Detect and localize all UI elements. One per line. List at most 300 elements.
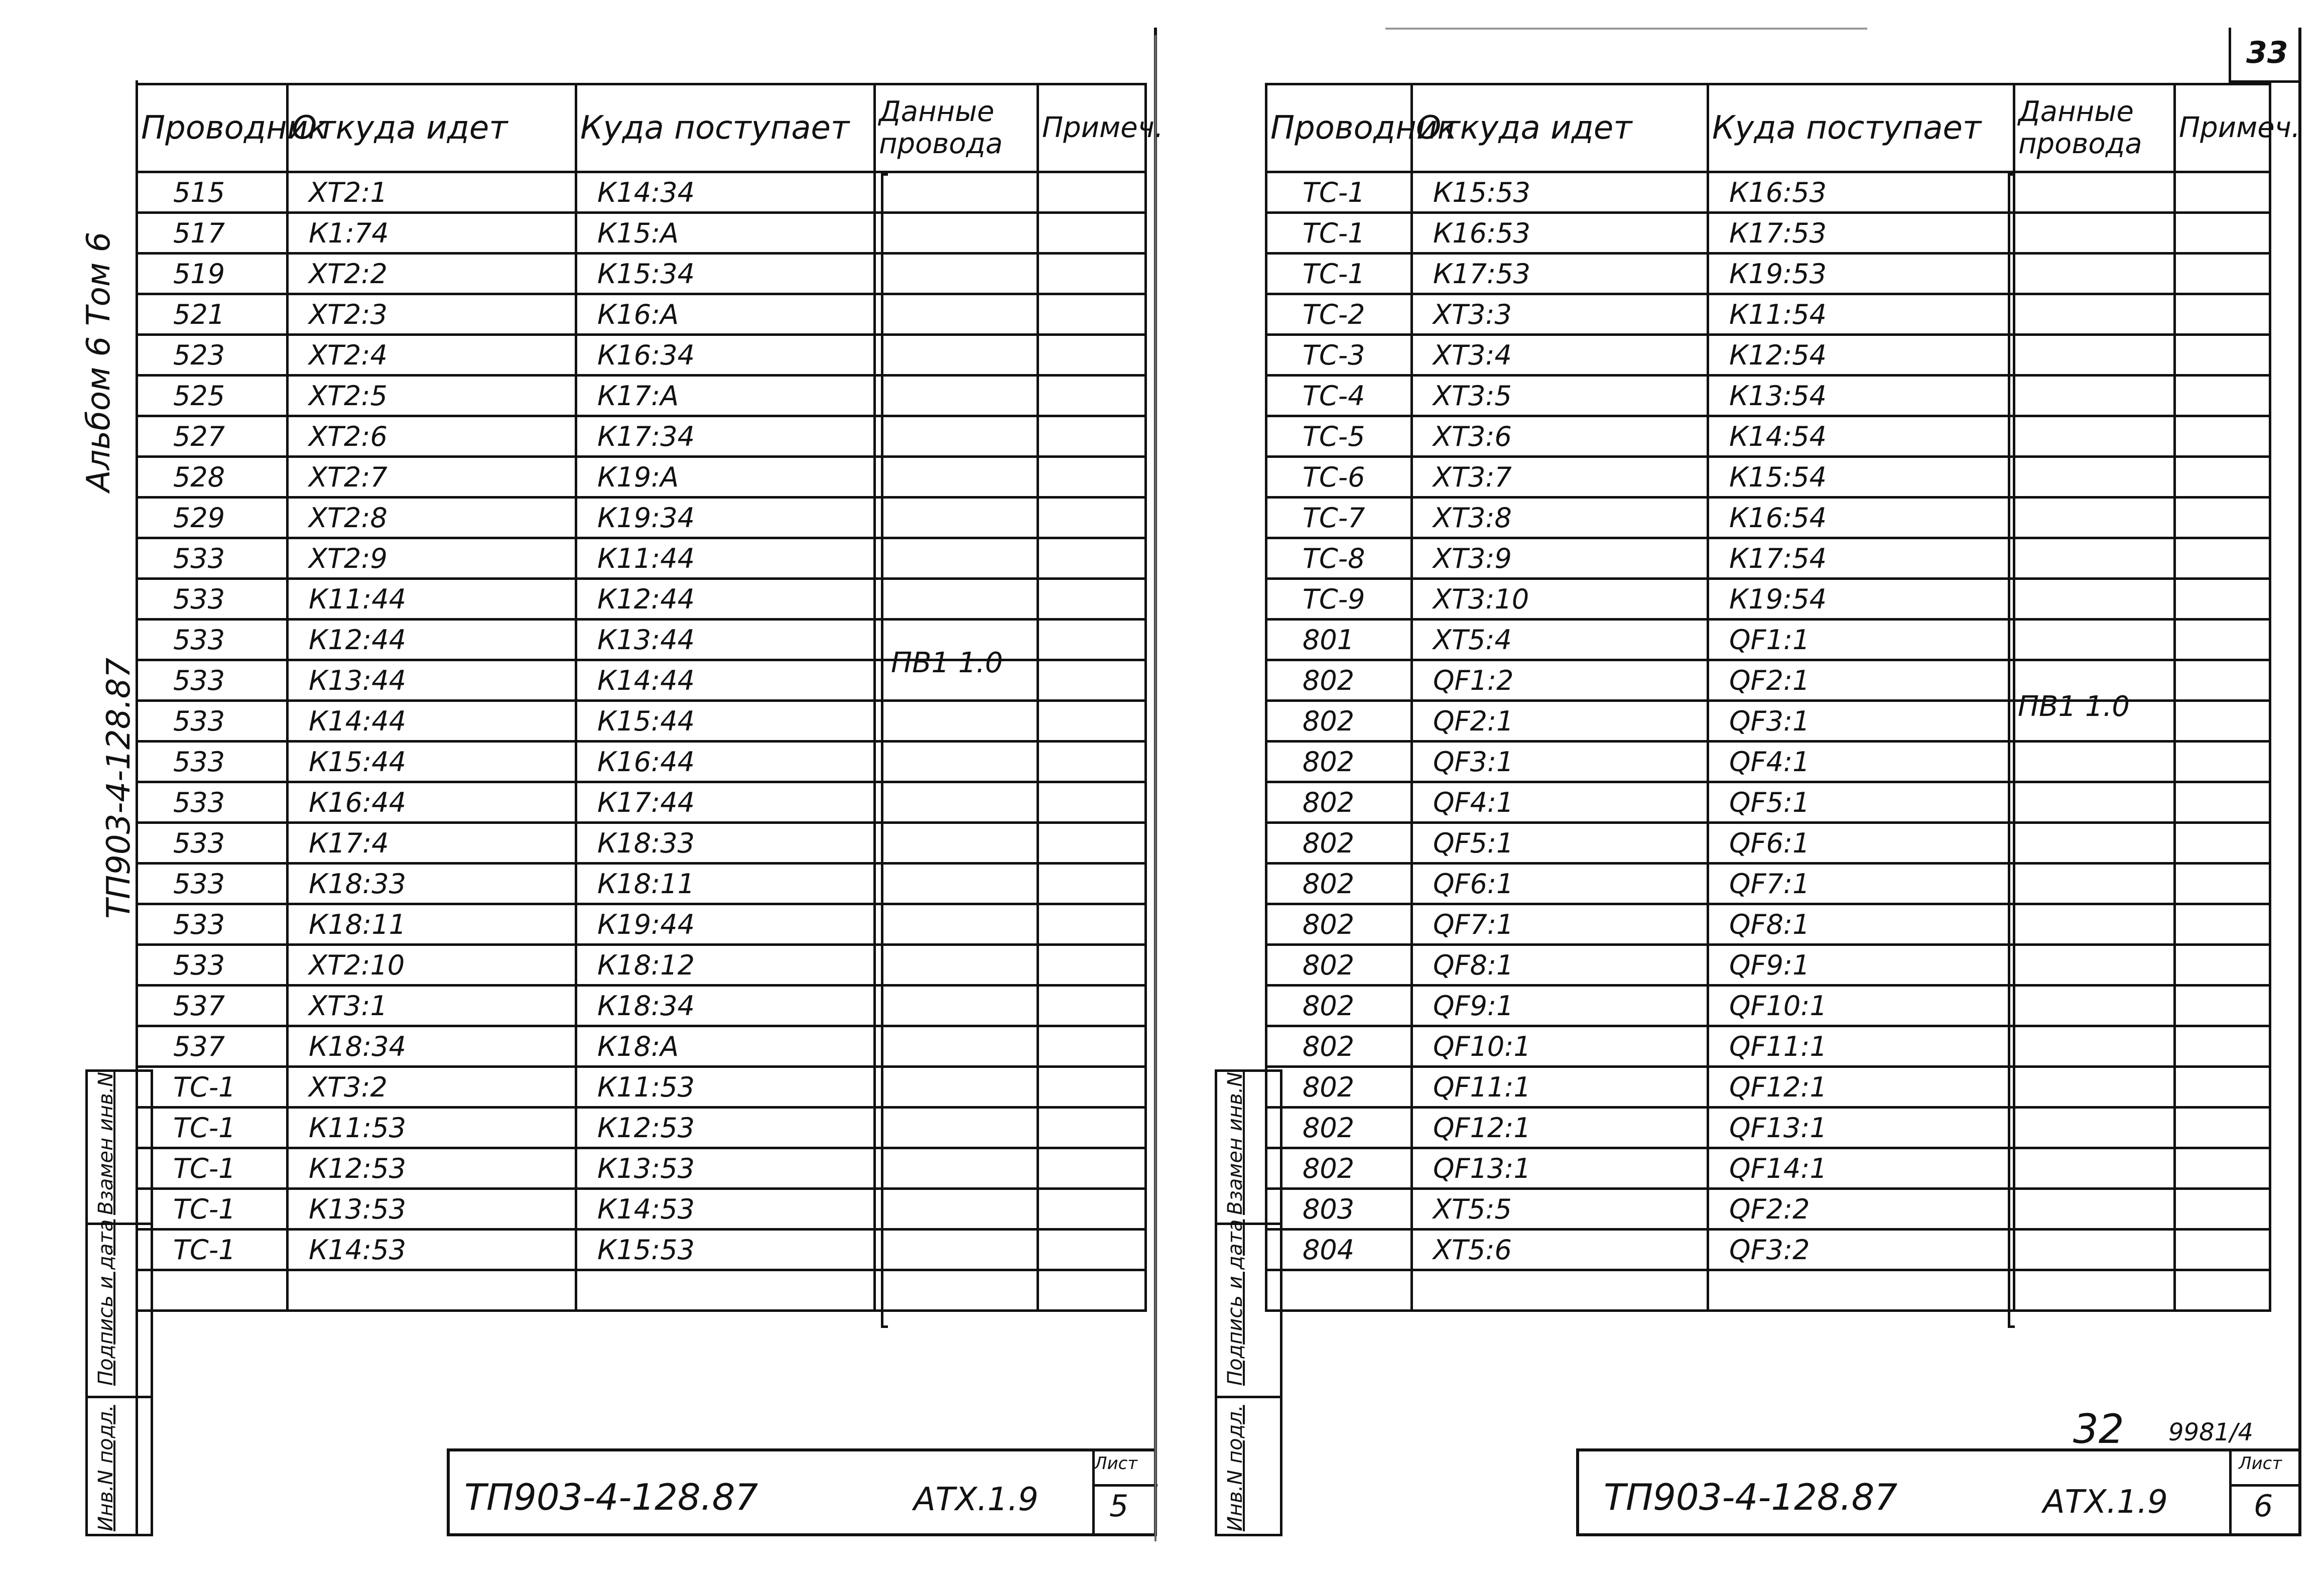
cell-to: К14:44 xyxy=(576,660,875,701)
cell-wire: 533 xyxy=(137,620,288,660)
cell-to: К14:53 xyxy=(576,1189,875,1230)
left-stamp-code: ТП903-4-128.87 xyxy=(464,1476,758,1518)
cell-note xyxy=(2175,823,2270,864)
cell-note xyxy=(2175,498,2270,538)
right-wire-data-value: ПВ1 1.0 xyxy=(2018,690,2130,723)
cell-to: К13:53 xyxy=(576,1148,875,1189)
cell-to: К15:53 xyxy=(576,1230,875,1270)
cell-wire: 802 xyxy=(1266,660,1412,701)
header-from: Откуда идет xyxy=(1412,84,1708,172)
left-table-row xyxy=(137,376,1146,416)
cell-wire: 802 xyxy=(1266,945,1412,986)
left-table-row xyxy=(137,457,1146,498)
cell-to: К18:А xyxy=(576,1026,875,1067)
cell-note xyxy=(2175,1108,2270,1148)
cell-to: К17:34 xyxy=(576,416,875,457)
right-table-row xyxy=(1266,945,2270,986)
cell-to: К11:54 xyxy=(1708,294,2014,335)
cell-to: QF7:1 xyxy=(1708,864,2014,904)
cell-from: QF6:1 xyxy=(1412,864,1708,904)
cell-wire: ТС-5 xyxy=(1266,416,1412,457)
left-stamp-sheet-number: 5 xyxy=(1109,1489,1129,1524)
cell-to: К14:54 xyxy=(1708,416,2014,457)
cell-data xyxy=(2014,904,2175,945)
cell-data xyxy=(875,172,1038,213)
cell-note xyxy=(1038,823,1146,864)
right-table-row xyxy=(1266,538,2270,579)
cell-note xyxy=(1038,498,1146,538)
cell-from: К1:74 xyxy=(288,213,576,254)
cell-data xyxy=(2014,742,2175,782)
header-wire: Проводник xyxy=(1266,84,1412,172)
cell-data xyxy=(875,254,1038,294)
cell-to: QF10:1 xyxy=(1708,986,2014,1026)
left-table-row xyxy=(137,294,1146,335)
cell-wire: 523 xyxy=(137,335,288,376)
cell-wire: 802 xyxy=(1266,742,1412,782)
cell-note xyxy=(1038,660,1146,701)
cell-note xyxy=(1038,701,1146,742)
cell-note xyxy=(2175,945,2270,986)
right-wire-data-bracket xyxy=(2008,173,2015,1328)
cell-data xyxy=(875,579,1038,620)
cell-wire: ТС-1 xyxy=(1266,213,1412,254)
cell-wire: 537 xyxy=(137,1026,288,1067)
cell-to: К12:54 xyxy=(1708,335,2014,376)
cell-from: ХТ2:5 xyxy=(288,376,576,416)
archive-number: 9981/4 xyxy=(2168,1418,2253,1446)
left-table-row xyxy=(137,945,1146,986)
right-stamp-code: ТП903-4-128.87 xyxy=(1604,1476,1898,1518)
header-wire: Проводник xyxy=(137,84,288,172)
cell-wire: ТС-7 xyxy=(1266,498,1412,538)
cell-to: QF13:1 xyxy=(1708,1108,2014,1148)
cell-note xyxy=(2175,254,2270,294)
cell-wire: 528 xyxy=(137,457,288,498)
cell-from: К12:44 xyxy=(288,620,576,660)
cell-from: К14:53 xyxy=(288,1230,576,1270)
cell-note xyxy=(2175,335,2270,376)
cell-to: К17:А xyxy=(576,376,875,416)
cell-data xyxy=(875,1148,1038,1189)
cell-from: К13:44 xyxy=(288,660,576,701)
left-side-label-sign: Подпись и дата xyxy=(94,1219,117,1386)
left-table-row xyxy=(137,335,1146,376)
page-number: 33 xyxy=(2246,35,2288,70)
left-stamp-mark: АТХ.1.9 xyxy=(914,1481,1039,1518)
right-table-row xyxy=(1266,620,2270,660)
cell-wire: ТС-4 xyxy=(1266,376,1412,416)
cell-to: QF3:1 xyxy=(1708,701,2014,742)
cell-wire: 533 xyxy=(137,538,288,579)
cell-wire: ТС-8 xyxy=(1266,538,1412,579)
cell-to: QF6:1 xyxy=(1708,823,2014,864)
cell-note xyxy=(1038,1148,1146,1189)
cell-from: ХТ3:1 xyxy=(288,986,576,1026)
cell-to: К12:44 xyxy=(576,579,875,620)
cell-note xyxy=(2175,457,2270,498)
cell-from: QF7:1 xyxy=(1412,904,1708,945)
cell-data xyxy=(2014,335,2175,376)
cell-note xyxy=(1038,457,1146,498)
cell-from: QF12:1 xyxy=(1412,1108,1708,1148)
cell-wire: ТС-1 xyxy=(1266,254,1412,294)
cell-data xyxy=(875,1189,1038,1230)
cell-wire: 519 xyxy=(137,254,288,294)
cell-from: ХТ3:4 xyxy=(1412,335,1708,376)
cell-to: К17:53 xyxy=(1708,213,2014,254)
cell-wire: 802 xyxy=(1266,1067,1412,1108)
cell-data xyxy=(875,416,1038,457)
cell-note xyxy=(1038,1067,1146,1108)
cell-from: ХТ3:9 xyxy=(1412,538,1708,579)
left-table-row xyxy=(137,742,1146,782)
handwritten-number: 32 xyxy=(2073,1406,2124,1452)
cell-data xyxy=(875,376,1038,416)
header-data: Данные провода xyxy=(875,84,1038,172)
right-side-label-sign: Подпись и дата xyxy=(1224,1219,1247,1386)
cell-wire: 533 xyxy=(137,823,288,864)
cell-data xyxy=(875,945,1038,986)
cell-note xyxy=(2175,660,2270,701)
cell-wire: 533 xyxy=(137,864,288,904)
cell-to: К13:44 xyxy=(576,620,875,660)
cell-wire: 804 xyxy=(1266,1230,1412,1270)
cell-wire: 802 xyxy=(1266,904,1412,945)
cell-wire: 533 xyxy=(137,701,288,742)
left-empty-row xyxy=(137,1270,1146,1311)
cell-wire: 517 xyxy=(137,213,288,254)
cell-to: QF11:1 xyxy=(1708,1026,2014,1067)
cell-wire: 527 xyxy=(137,416,288,457)
cell-data xyxy=(2014,254,2175,294)
cell-wire: 802 xyxy=(1266,782,1412,823)
cell-to: К16:34 xyxy=(576,335,875,376)
cell-note xyxy=(2175,1067,2270,1108)
cell-to: К12:53 xyxy=(576,1108,875,1148)
cell-to: QF3:2 xyxy=(1708,1230,2014,1270)
right-table-row xyxy=(1266,457,2270,498)
cell-wire: ТС-1 xyxy=(137,1189,288,1230)
cell-from: QF13:1 xyxy=(1412,1148,1708,1189)
cell-data xyxy=(2014,1067,2175,1108)
left-table-row xyxy=(137,1108,1146,1148)
cell-to: К16:53 xyxy=(1708,172,2014,213)
left-table-row xyxy=(137,538,1146,579)
cell-data xyxy=(875,701,1038,742)
cell-to: К18:11 xyxy=(576,864,875,904)
cell-note xyxy=(1038,986,1146,1026)
cell-from: QF11:1 xyxy=(1412,1067,1708,1108)
cell-note xyxy=(1038,782,1146,823)
right-stamp-mark: АТХ.1.9 xyxy=(2043,1484,2168,1521)
cell-from: К18:33 xyxy=(288,864,576,904)
left-side-album-text: Альбом 6 Том 6 xyxy=(80,231,117,492)
left-table-row xyxy=(137,1067,1146,1108)
left-table-row xyxy=(137,1230,1146,1270)
cell-data xyxy=(2014,294,2175,335)
right-header-row xyxy=(1266,84,2270,172)
cell-wire: ТС-1 xyxy=(137,1230,288,1270)
cell-wire: 537 xyxy=(137,986,288,1026)
cell-from: ХТ3:8 xyxy=(1412,498,1708,538)
cell-from: К16:53 xyxy=(1412,213,1708,254)
left-table-row xyxy=(137,904,1146,945)
cell-data xyxy=(2014,213,2175,254)
cell-from: QF3:1 xyxy=(1412,742,1708,782)
cell-wire: ТС-3 xyxy=(1266,335,1412,376)
cell-to: К18:34 xyxy=(576,986,875,1026)
header-data: Данные провода xyxy=(2014,84,2175,172)
right-table-row xyxy=(1266,1067,2270,1108)
header-note: Примеч. xyxy=(2175,84,2270,172)
cell-data xyxy=(2014,864,2175,904)
cell-from: ХТ2:6 xyxy=(288,416,576,457)
cell-data xyxy=(875,742,1038,782)
left-table-row xyxy=(137,416,1146,457)
cell-from: К15:53 xyxy=(1412,172,1708,213)
cell-data xyxy=(875,294,1038,335)
cell-to: QF14:1 xyxy=(1708,1148,2014,1189)
right-table-row xyxy=(1266,335,2270,376)
cell-note xyxy=(1038,376,1146,416)
cell-from: ХТ3:2 xyxy=(288,1067,576,1108)
cell-from: К17:53 xyxy=(1412,254,1708,294)
cell-data xyxy=(2014,1230,2175,1270)
cell-data xyxy=(875,782,1038,823)
cell-wire: ТС-2 xyxy=(1266,294,1412,335)
cell-data xyxy=(875,498,1038,538)
cell-note xyxy=(1038,416,1146,457)
cell-wire: ТС-1 xyxy=(1266,172,1412,213)
cell-data xyxy=(2014,416,2175,457)
right-table-row xyxy=(1266,376,2270,416)
cell-to: К15:54 xyxy=(1708,457,2014,498)
right-stamp-sheet-label: Лист xyxy=(2239,1453,2282,1474)
right-table-row xyxy=(1266,172,2270,213)
cell-data xyxy=(2014,1148,2175,1189)
cell-from: QF9:1 xyxy=(1412,986,1708,1026)
cell-data xyxy=(875,904,1038,945)
cell-from: ХТ2:8 xyxy=(288,498,576,538)
cell-note xyxy=(1038,620,1146,660)
cell-to: К19:А xyxy=(576,457,875,498)
left-table-row xyxy=(137,701,1146,742)
cell-from: ХТ3:10 xyxy=(1412,579,1708,620)
cell-note xyxy=(1038,1108,1146,1148)
cell-to: QF2:2 xyxy=(1708,1189,2014,1230)
right-table-row xyxy=(1266,986,2270,1026)
right-table-row xyxy=(1266,864,2270,904)
cell-from: ХТ2:10 xyxy=(288,945,576,986)
cell-from: ХТ5:6 xyxy=(1412,1230,1708,1270)
cell-wire: 801 xyxy=(1266,620,1412,660)
cell-data xyxy=(2014,457,2175,498)
left-table-row xyxy=(137,213,1146,254)
cell-wire: ТС-6 xyxy=(1266,457,1412,498)
cell-from: ХТ2:3 xyxy=(288,294,576,335)
cell-to: К14:34 xyxy=(576,172,875,213)
cell-note xyxy=(2175,213,2270,254)
right-side-label-inv: Инв.N подл. xyxy=(1224,1405,1247,1531)
cell-wire: ТС-1 xyxy=(137,1108,288,1148)
cell-wire: 802 xyxy=(1266,864,1412,904)
cell-to: К11:53 xyxy=(576,1067,875,1108)
cell-to: QF5:1 xyxy=(1708,782,2014,823)
cell-from: К18:11 xyxy=(288,904,576,945)
header-note: Примеч. xyxy=(1038,84,1146,172)
cell-note xyxy=(2175,1189,2270,1230)
cell-from: QF2:1 xyxy=(1412,701,1708,742)
cell-to: QF8:1 xyxy=(1708,904,2014,945)
cell-note xyxy=(1038,294,1146,335)
left-table-row xyxy=(137,782,1146,823)
left-table-row xyxy=(137,579,1146,620)
cell-from: К16:44 xyxy=(288,782,576,823)
right-table-row xyxy=(1266,1230,2270,1270)
cell-from: QF4:1 xyxy=(1412,782,1708,823)
cell-note xyxy=(1038,1026,1146,1067)
cell-data xyxy=(2014,172,2175,213)
cell-from: ХТ3:6 xyxy=(1412,416,1708,457)
cell-data xyxy=(2014,620,2175,660)
cell-data xyxy=(2014,538,2175,579)
cell-note xyxy=(2175,986,2270,1026)
cell-wire: 533 xyxy=(137,782,288,823)
cell-wire: 802 xyxy=(1266,823,1412,864)
cell-data xyxy=(875,335,1038,376)
left-side-label-replace: Взамен инв.N xyxy=(94,1071,117,1215)
cell-note xyxy=(2175,376,2270,416)
cell-wire: 533 xyxy=(137,945,288,986)
cell-wire: 533 xyxy=(137,579,288,620)
left-wire-data-value: ПВ1 1.0 xyxy=(891,647,1003,679)
cell-note xyxy=(2175,620,2270,660)
cell-wire: ТС-1 xyxy=(137,1067,288,1108)
cell-wire: ТС-1 xyxy=(137,1148,288,1189)
left-table-row xyxy=(137,864,1146,904)
cell-wire: 525 xyxy=(137,376,288,416)
cell-data xyxy=(2014,1108,2175,1148)
cell-from: QF8:1 xyxy=(1412,945,1708,986)
cell-note xyxy=(2175,1148,2270,1189)
cell-from: ХТ3:3 xyxy=(1412,294,1708,335)
left-table-row xyxy=(137,1148,1146,1189)
cell-to: К15:А xyxy=(576,213,875,254)
cell-data xyxy=(875,1067,1038,1108)
cell-to: К16:44 xyxy=(576,742,875,782)
cell-to: QF12:1 xyxy=(1708,1067,2014,1108)
cell-wire: 802 xyxy=(1266,701,1412,742)
cell-note xyxy=(2175,294,2270,335)
cell-to: К16:А xyxy=(576,294,875,335)
header-to: Куда поступает xyxy=(1708,84,2014,172)
cell-from: К17:4 xyxy=(288,823,576,864)
cell-from: ХТ2:7 xyxy=(288,457,576,498)
cell-from: К11:44 xyxy=(288,579,576,620)
left-table-row xyxy=(137,823,1146,864)
cell-data xyxy=(875,986,1038,1026)
cell-note xyxy=(2175,701,2270,742)
left-table-row xyxy=(137,172,1146,213)
cell-data xyxy=(2014,782,2175,823)
cell-note xyxy=(1038,335,1146,376)
right-table-row xyxy=(1266,1108,2270,1148)
cell-note xyxy=(1038,579,1146,620)
cell-note xyxy=(2175,172,2270,213)
cell-note xyxy=(1038,904,1146,945)
cell-to: К18:33 xyxy=(576,823,875,864)
cell-note xyxy=(2175,864,2270,904)
cell-note xyxy=(2175,538,2270,579)
cell-note xyxy=(2175,782,2270,823)
cell-to: К13:54 xyxy=(1708,376,2014,416)
cell-data xyxy=(875,823,1038,864)
cell-from: ХТ2:1 xyxy=(288,172,576,213)
right-side-label-replace: Взамен инв.N xyxy=(1224,1071,1247,1215)
cell-wire: 533 xyxy=(137,742,288,782)
cell-from: ХТ3:7 xyxy=(1412,457,1708,498)
cell-wire: 802 xyxy=(1266,1148,1412,1189)
cell-to: К17:44 xyxy=(576,782,875,823)
right-table-row xyxy=(1266,213,2270,254)
cell-to: QF1:1 xyxy=(1708,620,2014,660)
cell-note xyxy=(2175,904,2270,945)
cell-wire: 515 xyxy=(137,172,288,213)
right-stamp-sheet-number: 6 xyxy=(2254,1489,2273,1524)
cell-to: К18:12 xyxy=(576,945,875,986)
cell-from: К14:44 xyxy=(288,701,576,742)
cell-to: QF2:1 xyxy=(1708,660,2014,701)
cell-note xyxy=(1038,945,1146,986)
cell-from: К15:44 xyxy=(288,742,576,782)
right-table-row xyxy=(1266,416,2270,457)
cell-from: QF10:1 xyxy=(1412,1026,1708,1067)
left-table-row xyxy=(137,1189,1146,1230)
cell-from: ХТ2:4 xyxy=(288,335,576,376)
cell-from: ХТ2:9 xyxy=(288,538,576,579)
cell-data xyxy=(875,213,1038,254)
cell-note xyxy=(1038,864,1146,904)
cell-note xyxy=(2175,579,2270,620)
cell-to: QF9:1 xyxy=(1708,945,2014,986)
left-table-row xyxy=(137,254,1146,294)
cell-note xyxy=(2175,1026,2270,1067)
cell-from: ХТ5:5 xyxy=(1412,1189,1708,1230)
cell-wire: 533 xyxy=(137,904,288,945)
right-table-row xyxy=(1266,294,2270,335)
cell-data xyxy=(875,1230,1038,1270)
cell-data xyxy=(2014,579,2175,620)
header-to: Куда поступает xyxy=(576,84,875,172)
cell-to: К19:54 xyxy=(1708,579,2014,620)
cell-wire: 802 xyxy=(1266,986,1412,1026)
right-table-row xyxy=(1266,254,2270,294)
cell-from: К12:53 xyxy=(288,1148,576,1189)
cell-to: К17:54 xyxy=(1708,538,2014,579)
cell-note xyxy=(1038,254,1146,294)
cell-note xyxy=(2175,416,2270,457)
cell-wire: 803 xyxy=(1266,1189,1412,1230)
cell-data xyxy=(2014,945,2175,986)
right-empty-row xyxy=(1266,1270,2270,1311)
cell-to: К19:34 xyxy=(576,498,875,538)
cell-to: К15:34 xyxy=(576,254,875,294)
header-from: Откуда идет xyxy=(288,84,576,172)
cell-note xyxy=(1038,538,1146,579)
left-wiring-table xyxy=(136,83,1164,1312)
cell-note xyxy=(2175,742,2270,782)
